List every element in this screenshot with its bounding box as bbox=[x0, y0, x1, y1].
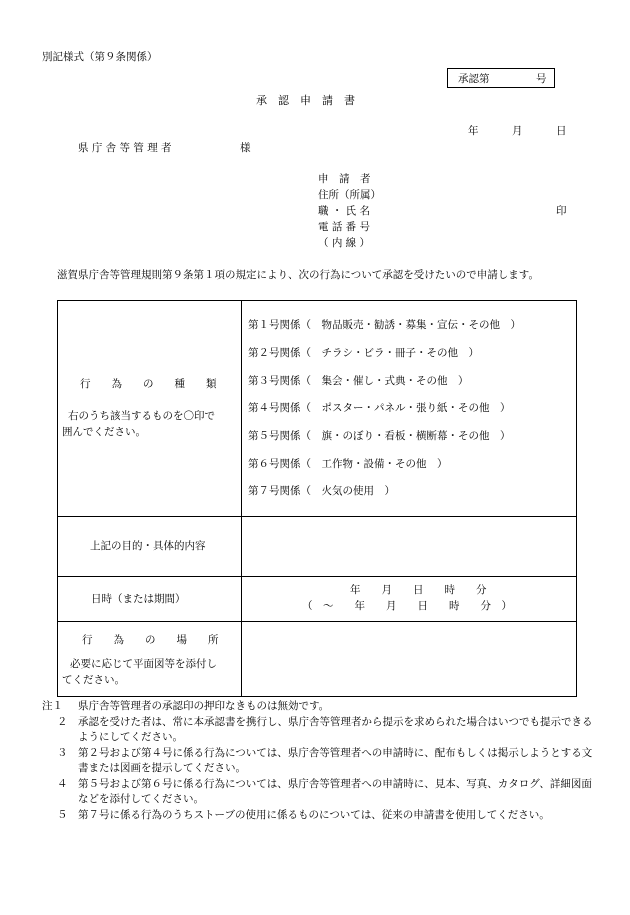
applicant-address-label: 住所（所属） bbox=[318, 189, 381, 201]
category-item-6[interactable]: 第６号関係（ 工作物・設備・その他 ） bbox=[248, 458, 448, 470]
table-row-divider bbox=[58, 516, 576, 517]
note-number: ２ bbox=[57, 715, 68, 728]
note-number: 注１ bbox=[42, 700, 63, 712]
note-text: 第２号および第４号に係る行為については、県庁舎等管理者への申請時に、配布もしくは掲示しようとする文書または図画を提示してください。 bbox=[78, 746, 593, 774]
note-item bbox=[42, 746, 597, 777]
note-item bbox=[42, 808, 597, 824]
addressee-name: 県 庁 舎 等 管 理 者 bbox=[78, 142, 172, 154]
note-text: 第５号および第６号に係る行為については、県庁舎等管理者への申請時に、見本、写真、カタログ、詳細図面などを添付してください。 bbox=[78, 777, 592, 805]
note-text: 承認を受けた者は、常に本承認書を携行し、県庁舎等管理者から提示を求められた場合はいつでも提示できるようにしてください。 bbox=[78, 715, 593, 743]
place-note-cont: てください。 bbox=[62, 674, 125, 686]
note-item bbox=[42, 715, 597, 746]
approval-number-suffix: 号 bbox=[536, 73, 547, 85]
category-item-4[interactable]: 第４号関係（ ポスター・パネル・張り紙・その他 ） bbox=[248, 402, 511, 414]
table-column-divider bbox=[241, 301, 242, 696]
note-item bbox=[42, 699, 597, 715]
datetime-label: 日時（または期間） bbox=[91, 593, 186, 605]
note-number: ５ bbox=[57, 808, 68, 821]
note-item bbox=[42, 777, 597, 808]
place-heading: 行 為 の 場 所 bbox=[82, 634, 219, 646]
place-note: 必要に応じて平面図等を添付し bbox=[70, 658, 217, 670]
category-item-2[interactable]: 第２号関係（ チラシ・ビラ・冊子・その他 ） bbox=[248, 347, 479, 359]
addressee-honorific: 様 bbox=[240, 142, 251, 154]
approval-number-box bbox=[447, 68, 555, 88]
category-item-5[interactable]: 第５号関係（ 旗・のぼり・看板・横断幕・その他 ） bbox=[248, 430, 511, 442]
type-instruction: 右のうち該当するものを〇印で bbox=[68, 410, 215, 422]
table-row-divider bbox=[58, 576, 576, 577]
place-field[interactable] bbox=[244, 624, 574, 694]
purpose-label: 上記の目的・具体的内容 bbox=[90, 540, 206, 552]
datetime-start[interactable]: 年 月 日 時 分 bbox=[350, 584, 487, 596]
note-text: 県庁舎等管理者の承認印の押印なきものは無効です。 bbox=[78, 700, 330, 712]
applicant-name-label: 職 ・ 氏 名 bbox=[318, 205, 371, 217]
date-year: 年 bbox=[468, 125, 479, 137]
intro-text: 滋賀県庁舎等管理規則第９条第１項の規定により、次の行為について承認を受けたいので申請します。 bbox=[57, 269, 539, 281]
note-number: ４ bbox=[57, 777, 68, 790]
type-instruction-cont: 囲んでください。 bbox=[62, 426, 146, 438]
date-day: 日 bbox=[556, 125, 567, 137]
applicant-extension-label: （ 内 線 ） bbox=[318, 237, 371, 249]
note-number: ３ bbox=[57, 746, 68, 759]
approval-number-label: 承認第 bbox=[458, 73, 490, 85]
type-heading: 行 為 の 種 類 bbox=[80, 378, 217, 390]
datetime-end[interactable]: （ ～ 年 月 日 時 分 ） bbox=[302, 600, 512, 612]
applicant-heading: 申 請 者 bbox=[318, 173, 371, 185]
date-month: 月 bbox=[512, 125, 523, 137]
category-item-1[interactable]: 第１号関係（ 物品販売・勧誘・募集・宣伝・その他 ） bbox=[248, 319, 521, 331]
seal-mark: 印 bbox=[556, 205, 567, 217]
form-label: 別記様式（第９条関係） bbox=[42, 51, 158, 63]
category-item-3[interactable]: 第３号関係（ 集会・催し・式典・その他 ） bbox=[248, 375, 469, 387]
application-table bbox=[57, 300, 577, 697]
table-row-divider bbox=[58, 621, 576, 622]
applicant-phone-label: 電 話 番 号 bbox=[318, 221, 371, 233]
notes-section bbox=[42, 699, 597, 823]
page-title: 承 認 申 請 書 bbox=[256, 94, 355, 107]
note-text: 第７号に係る行為のうちストーブの使用に係るものについては、従来の申請書を使用してください。 bbox=[78, 808, 550, 821]
purpose-field[interactable] bbox=[244, 519, 574, 573]
category-item-7[interactable]: 第７号関係（ 火気の使用 ） bbox=[248, 485, 395, 497]
